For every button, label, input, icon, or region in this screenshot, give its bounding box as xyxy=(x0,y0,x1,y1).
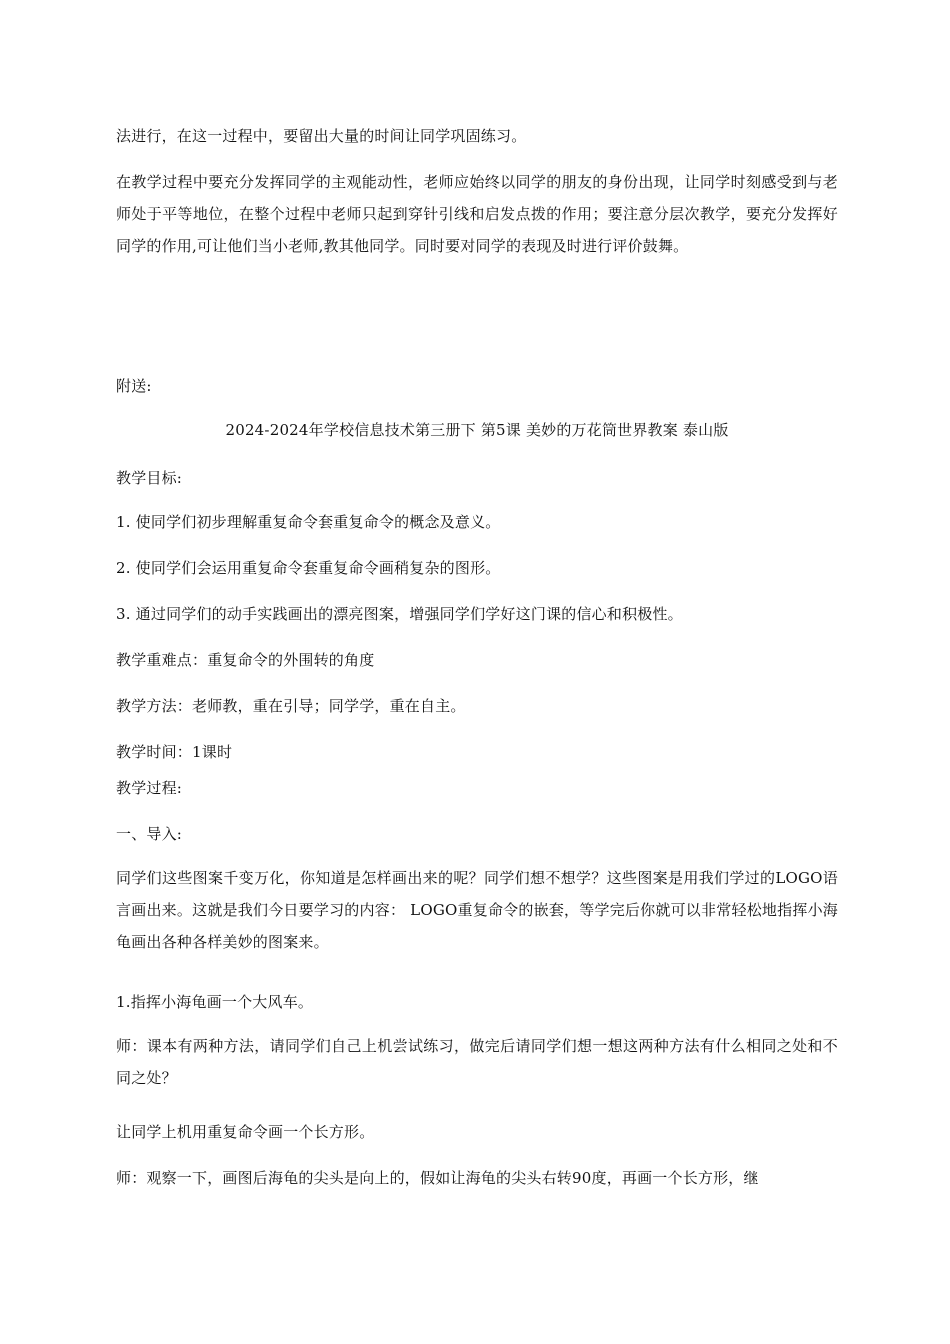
teacher-paragraph-1: 师：课本有两种方法，请同学们自己上机尝试练习，做完后请同学们想一想这两种方法有什么相同之处和不同之处？ xyxy=(116,1037,838,1087)
intro-paragraph: 同学们这些图案千变万化，你知道是怎样画出来的呢？同学们想不想学？这些图案是用我们学过的LOGO语言画出来。这就是我们今日要学习的内容： LOGO重复命令的嵌套，等学完后你就可以非常轻松地指挥小海龟画出各种各样美妙的图案来。 xyxy=(116,869,838,951)
process-heading: 教学过程: xyxy=(116,779,183,797)
goals-heading: 教学目标: xyxy=(116,469,183,487)
intro-heading: 一、导入: xyxy=(116,825,183,843)
step-1-line: 1.指挥小海龟画一个大风车。 xyxy=(116,993,314,1011)
teacher-paragraph-2: 师：观察一下，画图后海龟的尖头是向上的，假如让海龟的尖头右转90度，再画一个长方形，继 xyxy=(116,1169,759,1187)
method-line: 教学方法：老师教，重在引导；同学学，重在自主。 xyxy=(116,697,466,715)
document-title: 2024-2024年学校信息技术第三册下 第5课 美妙的万花筒世界教案 泰山版 xyxy=(225,421,729,439)
time-line: 教学时间：1课时 xyxy=(116,743,233,761)
difficulty-line: 教学重难点：重复命令的外围转的角度 xyxy=(116,651,375,669)
goal-item-2: 2. 使同学们会运用重复命令套重复命令画稍复杂的图形。 xyxy=(116,559,501,577)
student-line-1: 让同学上机用重复命令画一个长方形。 xyxy=(116,1123,375,1141)
goal-item-1: 1. 使同学们初步理解重复命令套重复命令的概念及意义。 xyxy=(116,513,501,531)
goal-item-3: 3. 通过同学们的动手实践画出的漂亮图案，增强同学们学好这门课的信心和积极性。 xyxy=(116,605,683,623)
appendix-label: 附送: xyxy=(116,377,152,395)
paragraph-teaching-process: 在教学过程中要充分发挥同学的主观能动性，老师应始终以同学的朋友的身份出现，让同学时刻感受到与老师处于平等地位，在整个过程中老师只起到穿针引线和启发点拨的作用；要注意分层次教学，要充分发挥好同学的作用,可让他们当小老师,教其他同学。同时要对同学的表现及时进行评价鼓舞。 xyxy=(116,173,838,255)
paragraph-continuation: 法进行，在这一过程中，要留出大量的时间让同学巩固练习。 xyxy=(116,127,527,145)
